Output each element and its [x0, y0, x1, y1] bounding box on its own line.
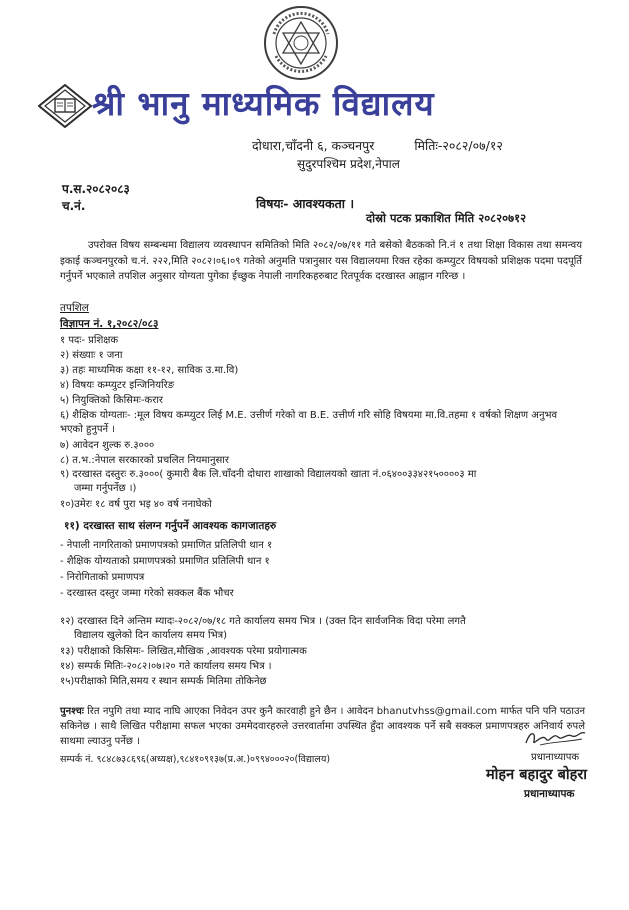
postscript-text: रित नपुगि तथा म्याद नाघि आएका निवेदन उपर कुनै कारवाही हुने छैन । आवेदन bhanutvhss@gmail.com मार्फत पनि पनि पठाउन सकिनेछ । साथै लिखित परीक्षामा सफल भएका उममेदवारहरुले उत्तरवार्तामा उपस्थित हुँदा आवश्यक पर्ने सबै सक्कल प्रमाणपत्रहरु अनिवार्य रुपले साथमा ल्याउनु पर्नेछ । — [60, 706, 585, 747]
item-exam-schedule: १५)परीक्षाको मिति,समय र स्थान सम्पर्क मितिमा तोकिनेछ — [60, 676, 267, 687]
item-qualification: ६) शैक्षिक योग्यताः- :मूल विषय कम्प्युटर लिई M.E. उत्तीर्ण गरेको वा B.E. उत्तीर्ण गरि सोहि विषयमा मा.वि.तहमा १ वर्षको शिक्षण अनुभव भएको हुनुपर्ने । — [60, 410, 558, 435]
item-allowance: ८) त.भ.:नेपाल सरकारको प्रचलित नियमानुसार — [60, 455, 229, 466]
postscript — [60, 704, 585, 749]
signatory-name: मोहन बहादुर बोहरा — [486, 767, 588, 783]
document-item: - दरखास्त दस्तुर जम्मा गरेको सक्कल बैंक भौचर — [60, 588, 234, 599]
province: सुदुरपश्चिम प्रदेश,नेपाल — [297, 157, 400, 171]
item-payment — [60, 468, 476, 496]
payment-line-2: जम्मा गर्नुपर्नेछ ।) — [74, 483, 137, 494]
signatory-title: प्रधानाध्यापक — [524, 788, 575, 800]
reference-number: प.स.२०८२०८३ — [62, 182, 130, 196]
notice-number: विज्ञापन नं. १,२०८२/०८३ — [60, 318, 159, 330]
item-application-fee: ७) आवेदन शुल्क रु.३००० — [60, 440, 155, 451]
subject-line: विषयः- आवश्यकता । — [256, 196, 355, 211]
deadline-line-2: विद्यालय खुलेको दिन कार्यालय समय भित्र) — [74, 630, 228, 641]
postscript-label: पुनश्चः — [60, 706, 84, 717]
signature — [522, 727, 588, 749]
second-publication-date: दोस्रो पटक प्रकाशित मिति २०८२०७१२ — [366, 211, 527, 225]
item-age: १०)उमेरः १८ वर्ष पुरा भइ ४० वर्ष ननाघेको — [60, 499, 212, 510]
school-seal-icon — [262, 4, 340, 82]
item-subject: ४) विषयः कम्प्युटर इन्जिनियरिङ — [60, 380, 175, 391]
dispatch-number: च.नं. — [62, 199, 86, 213]
deadline-line-1: १२) दरखास्त दिने अन्तिम म्यादः-२०८२/०७/१८ गते कार्यालय समय भित्र । (उक्त दिन सार्वजनिक विदा परेमा लगतै — [60, 616, 466, 627]
payment-line-1: ९) दरखास्त दस्तुरः रु.३०००( कुमारी बैक लि.चाँदनी दोधारा शाखाको विद्यालयको खाता नं.०६४००३३४२१५००००३ मा — [60, 469, 477, 480]
item-exam-type: १३) परीक्षाको किसिमः- लिखित,मौखिक ,आवश्यक परेमा प्रयोगात्मक — [60, 646, 307, 657]
item-contact-date: १४) सम्पर्क मितिः-२०८२।०७।२० गते कार्यालय समय भित्र । — [60, 661, 272, 672]
address: दोधारा,चाँदनी ६, कञ्चनपुर — [252, 138, 375, 153]
details-heading: तपशिल — [60, 302, 89, 314]
item-deadline — [60, 615, 466, 643]
item-post: १ पदः- प्रशिक्षक — [60, 335, 119, 346]
school-logo-icon — [38, 84, 92, 128]
item-count: २) संख्याः १ जना — [60, 350, 123, 361]
body-paragraph: उपरोक्त विषय सम्बन्धमा विद्यालय व्यवस्थापन समितिको मिति २०८२/०७/११ गते बसेको बैठकको नि.नं १ तथा शिक्षा विकास तथा समन्वय इकाई कञ्चनपुरको च.नं. २२२,मिति २०८२।०६।०९ गतेको अनुमति पत्रानुसार यस विद्यालयमा रिक्त रहेका कम्प्युटर विषयको प्रशिक्षक पदमा पदपूर्ति गर्नुपर्ने भएकाले तपशिल अनुसार योग्यता पुगेका ईच्छुक नेपाली नागरिकहरुबाट रितपूर्वक दरखास्त आह्वान गरिन्छ । — [60, 240, 582, 282]
document-item: - नेपाली नागरिताको प्रमाणपत्रको प्रमाणित प्रतिलिपी थान १ — [60, 540, 273, 551]
document-item: - निरोगिताको प्रमाणपत्र — [60, 572, 145, 583]
signatory-title-top: प्रधानाध्यापक — [531, 752, 580, 763]
documents-heading: ११) दरखास्त साथ संलग्न गर्नुपर्ने आवश्यक कागजातहरु — [64, 520, 277, 532]
letter-date: मितिः-२०८२/०७/१२ — [414, 138, 503, 153]
item-level: ३) तहः माध्यमिक कक्षा ११-१२, साविक उ.मा.वि) — [60, 365, 239, 376]
contact-numbers: सम्पर्क नं. ९८४८७३८६९६(अध्यक्ष),९८४१०९१३७(प्र.अ.)०९९४०००२०(विद्यालय) — [60, 754, 331, 765]
school-name: श्री भानु माध्यमिक विद्यालय — [92, 84, 435, 123]
item-appointment-type: ५) नियुक्तिको किसिमः-करार — [60, 395, 163, 406]
address-line — [252, 137, 503, 154]
document-item: - शैक्षिक योग्यताको प्रमाणपत्रको प्रमाणित प्रतिलिपी थान १ — [60, 556, 270, 567]
